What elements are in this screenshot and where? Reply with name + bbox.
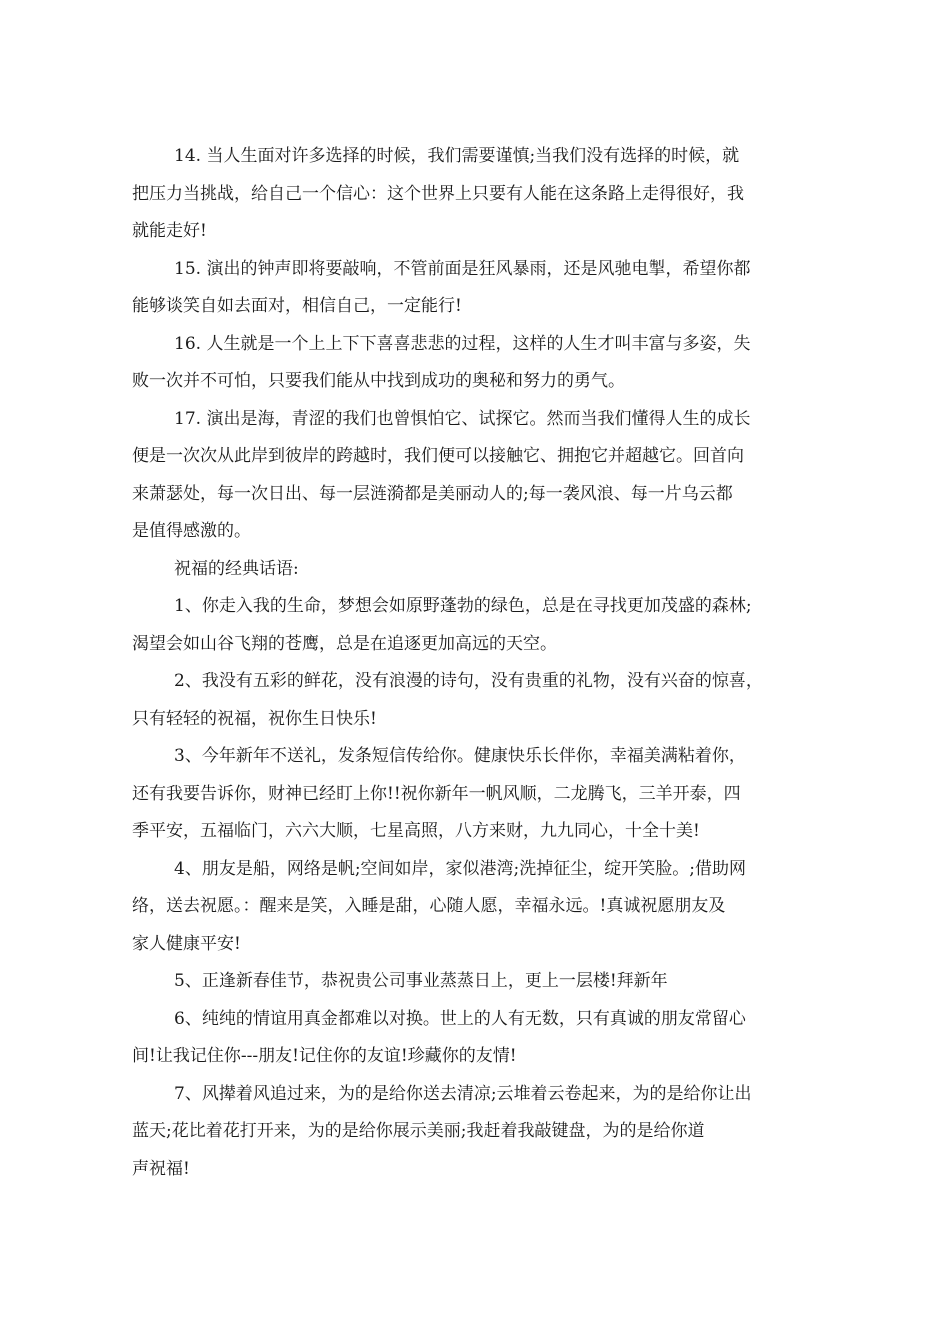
text-line: 7、风撵着风追过来，为的是给你送去清凉;云堆着云卷起来，为的是给你让出 bbox=[174, 1083, 752, 1104]
text-line: 15. 演出的钟声即将要敲响，不管前面是狂风暴雨，还是风驰电掣，希望你都 bbox=[174, 258, 751, 279]
text-line: 3、今年新年不送礼，发条短信传给你。健康快乐长伴你，幸福美满粘着你， bbox=[174, 746, 746, 766]
text-line: 把压力当挑战，给自己一个信心：这个世界上只要有人能在这条路上走得很好，我 bbox=[132, 183, 744, 204]
text-line: 便是一次次从此岸到彼岸的跨越时，我们便可以接触它、拥抱它并超越它。回首向 bbox=[132, 446, 744, 466]
text-line: 14. 当人生面对许多选择的时候，我们需要谨慎;当我们没有选择的时候，就 bbox=[174, 146, 740, 166]
text-line: 1、你走入我的生命，梦想会如原野蓬勃的绿色，总是在寻找更加茂盛的森林; bbox=[174, 596, 752, 616]
text-line: 间!让我记住你---朋友!记住你的友谊!珍藏你的友情! bbox=[132, 1046, 517, 1066]
paragraph bbox=[132, 963, 832, 1001]
document-body bbox=[132, 138, 832, 1188]
text-line: 声祝福! bbox=[132, 1158, 190, 1179]
text-line: 蓝天;花比着花打开来，为的是给你展示美丽;我赶着我敲键盘，为的是给你道 bbox=[132, 1121, 705, 1141]
text-line: 就能走好! bbox=[132, 221, 207, 241]
text-line: 4、朋友是船，网络是帆;空间如岸，家似港湾;洗掉征尘，绽开笑脸。;借助网 bbox=[174, 858, 746, 879]
paragraph bbox=[132, 738, 832, 851]
paragraph bbox=[132, 326, 832, 401]
text-line: 6、纯纯的情谊用真金都难以对换。世上的人有无数，只有真诚的朋友常留心 bbox=[174, 1008, 746, 1029]
text-line: 17. 演出是海，青涩的我们也曾惧怕它、试探它。然而当我们懂得人生的成长 bbox=[174, 408, 751, 429]
paragraph bbox=[132, 851, 832, 964]
paragraph bbox=[132, 1001, 832, 1076]
text-line: 季平安，五福临门，六六大顺，七星高照，八方来财，九九同心，十全十美! bbox=[132, 821, 700, 841]
paragraph bbox=[132, 138, 832, 251]
paragraph bbox=[132, 551, 832, 589]
paragraph bbox=[132, 1076, 832, 1189]
text-line: 能够谈笑自如去面对，相信自己，一定能行! bbox=[132, 296, 462, 316]
text-line: 2、我没有五彩的鲜花，没有浪漫的诗句，没有贵重的礼物，没有兴奋的惊喜， bbox=[174, 671, 763, 691]
text-line: 败一次并不可怕，只要我们能从中找到成功的奥秘和努力的勇气。 bbox=[132, 371, 625, 391]
text-line: 来萧瑟处，每一次日出、每一层涟漪都是美丽动人的;每一袭风浪、每一片乌云都 bbox=[132, 483, 733, 504]
paragraph bbox=[132, 663, 832, 738]
text-line: 只有轻轻的祝福，祝你生日快乐! bbox=[132, 708, 377, 729]
text-line: 是值得感激的。 bbox=[132, 521, 251, 541]
text-line: 还有我要告诉你，财神已经盯上你!!祝你新年一帆风顺，二龙腾飞，三羊开泰，四 bbox=[132, 783, 741, 804]
paragraph bbox=[132, 251, 832, 326]
text-line: 5、正逢新春佳节，恭祝贵公司事业蒸蒸日上，更上一层楼!拜新年 bbox=[174, 971, 668, 991]
text-line: 渴望会如山谷飞翔的苍鹰，总是在追逐更加高远的天空。 bbox=[132, 633, 557, 654]
paragraph bbox=[132, 588, 832, 663]
text-line: 祝福的经典话语: bbox=[174, 558, 299, 579]
paragraph bbox=[132, 401, 832, 551]
text-line: 家人健康平安! bbox=[132, 933, 241, 954]
text-line: 络，送去祝愿。：醒来是笑，入睡是甜，心随人愿，幸福永远。!真诚祝愿朋友及 bbox=[132, 896, 726, 916]
text-line: 16. 人生就是一个上上下下喜喜悲悲的过程，这样的人生才叫丰富与多姿，失 bbox=[174, 333, 751, 354]
